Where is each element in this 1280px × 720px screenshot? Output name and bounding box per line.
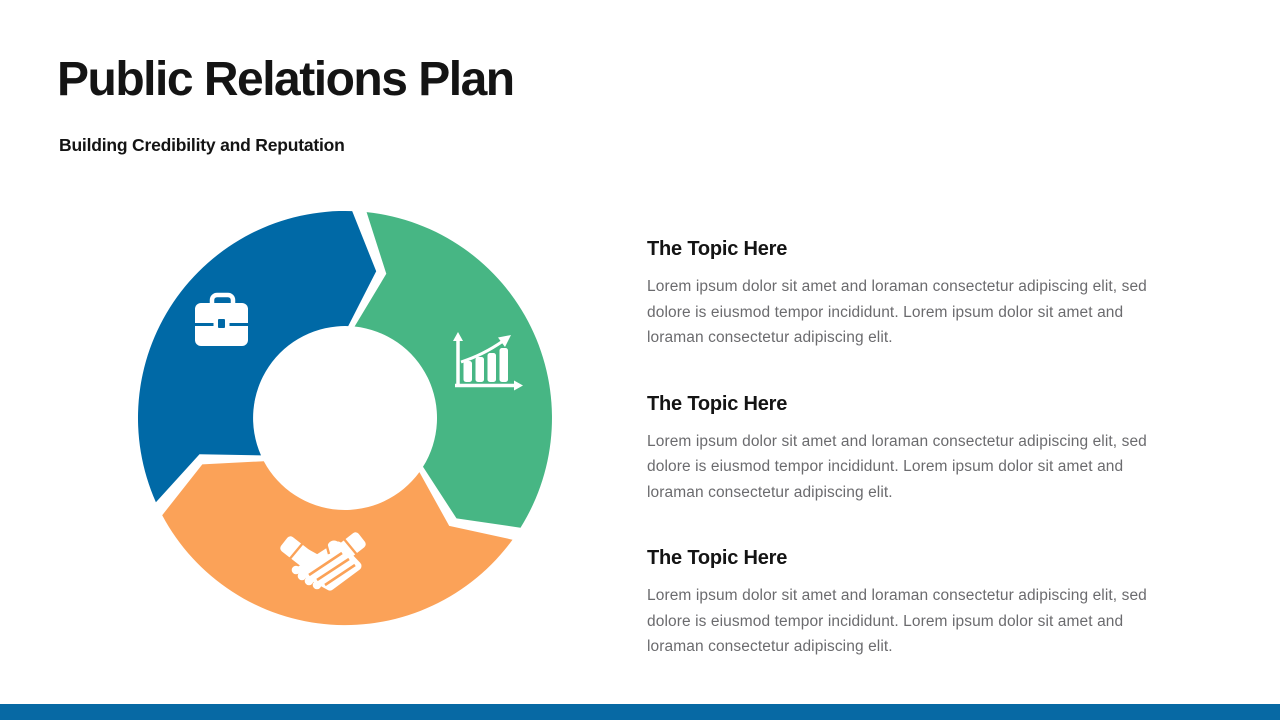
topic-block-3: [647, 547, 1182, 660]
cycle-segment-growth: [355, 212, 552, 528]
cycle-segment-business: [138, 211, 376, 502]
topic-heading: The Topic Here: [647, 547, 788, 569]
topic-block-1: [647, 238, 1182, 351]
page-title: Public Relations Plan: [57, 53, 514, 106]
topic-body: Lorem ipsum dolor sit amet and loraman consectetur adipiscing elit, sed dolore is eiusmod tempor incididunt. Lorem ipsum dolor sit amet and loraman consectetur adipiscing elit.: [647, 278, 1147, 346]
topic-heading: The Topic Here: [647, 238, 788, 260]
footer-accent-bar: [0, 704, 1280, 720]
topic-block-2: [647, 393, 1182, 506]
page-subtitle: Building Credibility and Reputation: [59, 135, 345, 155]
topic-body: Lorem ipsum dolor sit amet and loraman consectetur adipiscing elit, sed dolore is eiusmod tempor incididunt. Lorem ipsum dolor sit amet and loraman consectetur adipiscing elit.: [647, 587, 1147, 655]
cycle-diagram: [120, 190, 570, 640]
topic-heading: The Topic Here: [647, 392, 788, 415]
topic-body: Lorem ipsum dolor sit amet and loraman consectetur adipiscing elit, sed dolore is eiusmod tempor incididunt. Lorem ipsum dolor sit amet and loraman consectetur adipiscing elit.: [647, 432, 1147, 501]
topic-list: [647, 238, 1182, 702]
